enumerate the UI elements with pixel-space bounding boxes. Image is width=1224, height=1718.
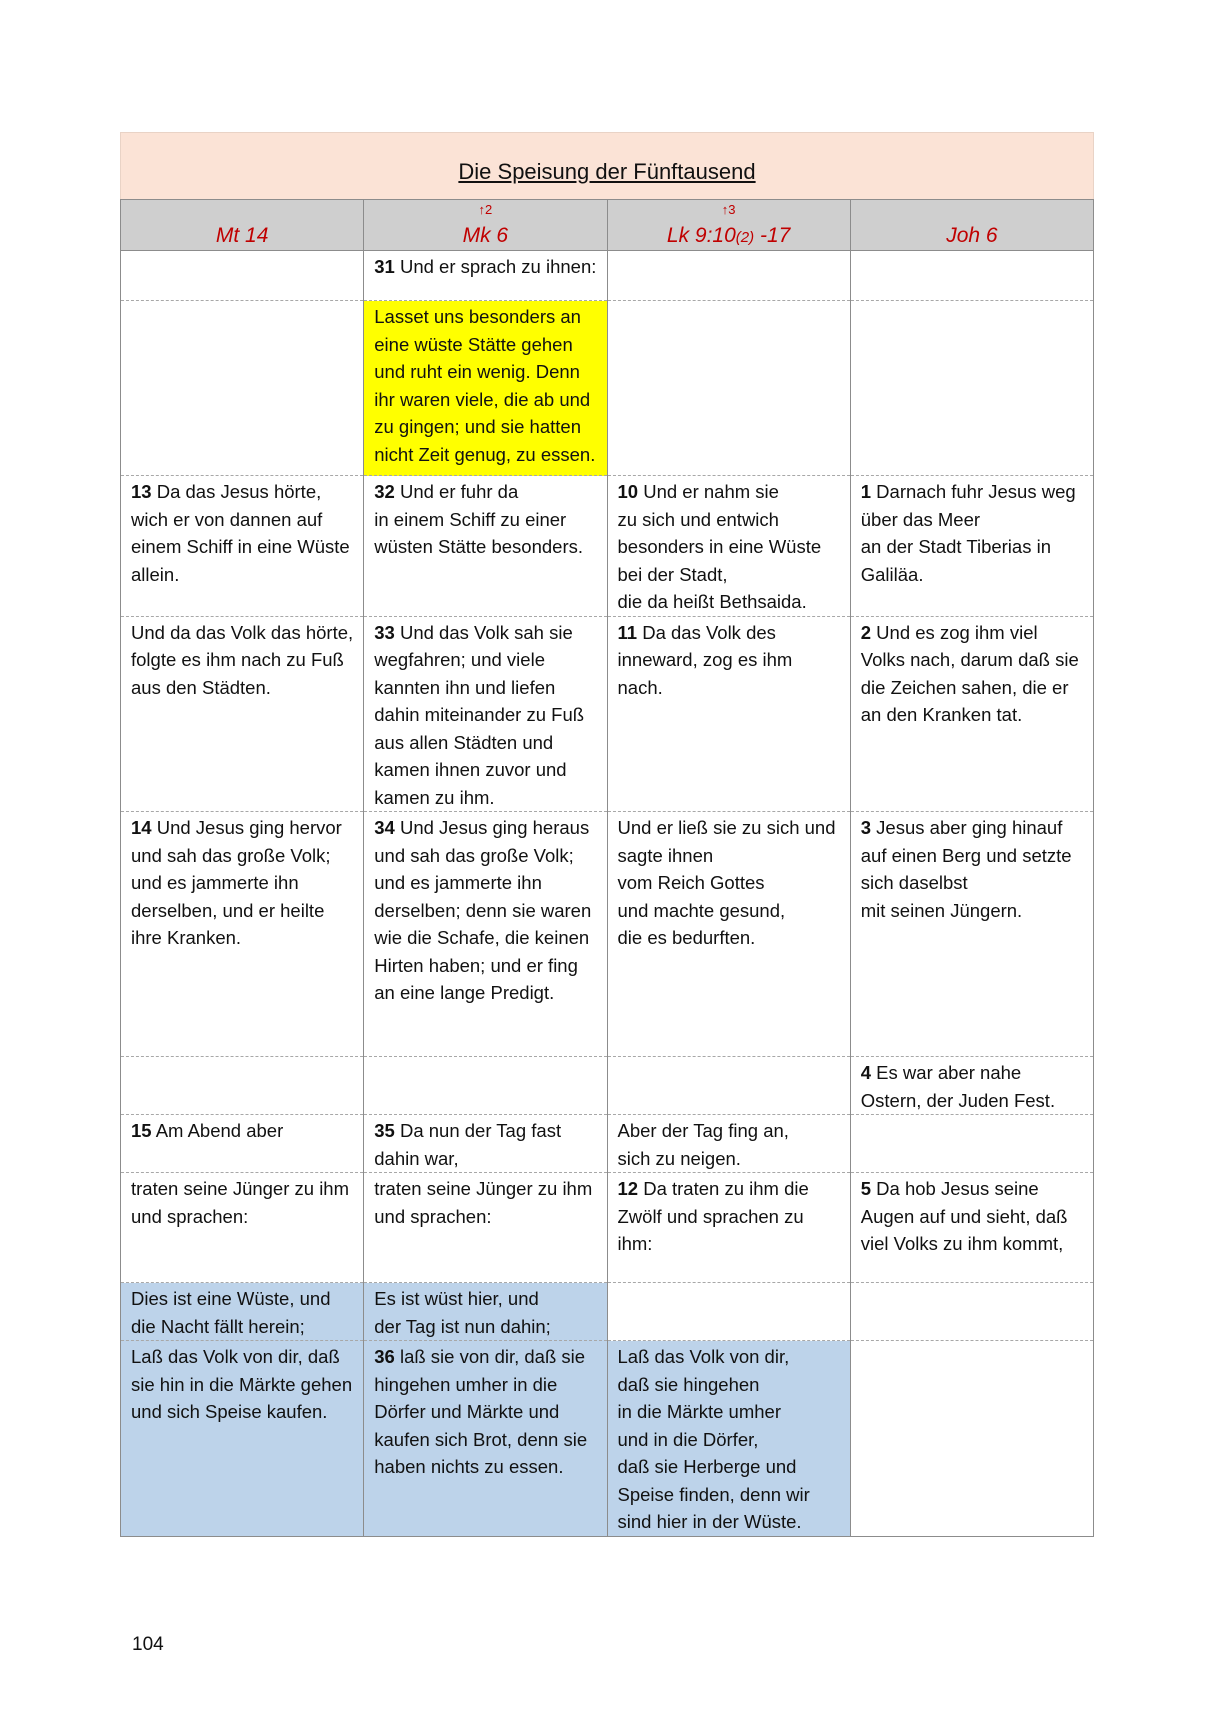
- table-row: [121, 1173, 1094, 1283]
- table-row: [121, 1283, 1094, 1341]
- cell-mk: traten seine Jünger zu ihm und sprachen:: [364, 1173, 607, 1283]
- cell-mk: 33 Und das Volk sah sie wegfahren; und viele kannten ihn und liefen dahin miteinander zu Fuß aus allen Städten und kamen ihnen zuvor und kamen zu ihm.: [364, 616, 607, 812]
- header-mt: Mt 14: [121, 200, 364, 251]
- cell-joh: [850, 251, 1093, 301]
- cell-mt-highlight: Dies ist eine Wüste, und die Nacht fällt herein;: [121, 1283, 364, 1341]
- cell-mk-highlight: Lasset uns besonders an eine wüste Stätte gehen und ruht ein wenig. Denn ihr waren viele, die ab und zu gingen; und sie hatten nicht Zeit genug, zu essen.: [364, 301, 607, 476]
- cell-mt: [121, 1057, 364, 1115]
- cell-mk: 35 Da nun der Tag fast dahin war,: [364, 1115, 607, 1173]
- cell-lk: [607, 1283, 850, 1341]
- cell-joh: [850, 1341, 1093, 1537]
- header-row: [121, 200, 1094, 251]
- cell-mk: 32 Und er fuhr da in einem Schiff zu einer wüsten Stätte besonders.: [364, 476, 607, 617]
- table-row: [121, 1115, 1094, 1173]
- cell-mt: 15 Am Abend aber: [121, 1115, 364, 1173]
- cell-joh: 5 Da hob Jesus seine Augen auf und sieht, daß viel Volks zu ihm kommt,: [850, 1173, 1093, 1283]
- cell-lk: 11 Da das Volk des inneward, zog es ihm nach.: [607, 616, 850, 812]
- cell-mk: 31 Und er sprach zu ihnen:: [364, 251, 607, 301]
- cell-mt-highlight: Laß das Volk von dir, daß sie hin in die Märkte gehen und sich Speise kaufen.: [121, 1341, 364, 1537]
- table-row: [121, 812, 1094, 1057]
- cell-mt: [121, 251, 364, 301]
- header-mk: ↑2 Mk 6: [364, 200, 607, 251]
- table-row: [121, 251, 1094, 301]
- cell-lk: Und er ließ sie zu sich und sagte ihnen vom Reich Gottes und machte gesund, die es bedurften.: [607, 812, 850, 1057]
- table-row: [121, 616, 1094, 812]
- header-lk: ↑3 Lk 9:10(2) -17: [607, 200, 850, 251]
- cell-joh: 4 Es war aber nahe Ostern, der Juden Fest.: [850, 1057, 1093, 1115]
- cell-mk-highlight: 36 laß sie von dir, daß sie hingehen umher in die Dörfer und Märkte und kaufen sich Brot, denn sie haben nichts zu essen.: [364, 1341, 607, 1537]
- cell-mt: traten seine Jünger zu ihm und sprachen:: [121, 1173, 364, 1283]
- cell-lk: [607, 1057, 850, 1115]
- cell-mt: Und da das Volk das hörte, folgte es ihm nach zu Fuß aus den Städten.: [121, 616, 364, 812]
- table-row: [121, 476, 1094, 617]
- cell-lk: [607, 251, 850, 301]
- table-row: [121, 301, 1094, 476]
- cell-joh: [850, 1115, 1093, 1173]
- cell-mt: 13 Da das Jesus hörte, wich er von dannen auf einem Schiff in eine Wüste allein.: [121, 476, 364, 617]
- cell-lk-highlight: Laß das Volk von dir, daß sie hingehen in die Märkte umher und in die Dörfer, daß sie Herberge und Speise finden, denn wir sind hier in der Wüste.: [607, 1341, 850, 1537]
- page-number: 104: [132, 1634, 164, 1655]
- lk-ref-arrow: ↑3: [721, 202, 736, 217]
- table-row: [121, 1057, 1094, 1115]
- mk-ref-arrow: ↑2: [478, 202, 493, 217]
- cell-mk: [364, 1057, 607, 1115]
- cell-joh: [850, 301, 1093, 476]
- cell-lk: 12 Da traten zu ihm die Zwölf und sprachen zu ihm:: [607, 1173, 850, 1283]
- cell-mt: 14 Und Jesus ging hervor und sah das große Volk; und es jammerte ihn derselben, und er heilte ihre Kranken.: [121, 812, 364, 1057]
- cell-joh: 3 Jesus aber ging hinauf auf einen Berg und setzte sich daselbst mit seinen Jüngern.: [850, 812, 1093, 1057]
- cell-mt: [121, 301, 364, 476]
- cell-joh: 2 Und es zog ihm viel Volks nach, darum daß sie die Zeichen sahen, die er an den Kranken tat.: [850, 616, 1093, 812]
- table-row: [121, 1341, 1094, 1537]
- title-bar: [120, 132, 1094, 199]
- synopsis-table: [120, 199, 1094, 1537]
- page-title: Die Speisung der Fünftausend: [458, 159, 756, 184]
- cell-joh: 1 Darnach fuhr Jesus weg über das Meer an der Stadt Tiberias in Galiläa.: [850, 476, 1093, 617]
- cell-mk: 34 Und Jesus ging heraus und sah das große Volk; und es jammerte ihn derselben; denn sie waren wie die Schafe, die keinen Hirten haben; und er fing an eine lange Predigt.: [364, 812, 607, 1057]
- synopsis-page: [120, 132, 1094, 1537]
- cell-mk-highlight: Es ist wüst hier, und der Tag ist nun dahin;: [364, 1283, 607, 1341]
- cell-lk: 10 Und er nahm sie zu sich und entwich besonders in eine Wüste bei der Stadt, die da heißt Bethsaida.: [607, 476, 850, 617]
- cell-joh: [850, 1283, 1093, 1341]
- cell-lk: [607, 301, 850, 476]
- header-joh: Joh 6: [850, 200, 1093, 251]
- cell-lk: Aber der Tag fing an, sich zu neigen.: [607, 1115, 850, 1173]
